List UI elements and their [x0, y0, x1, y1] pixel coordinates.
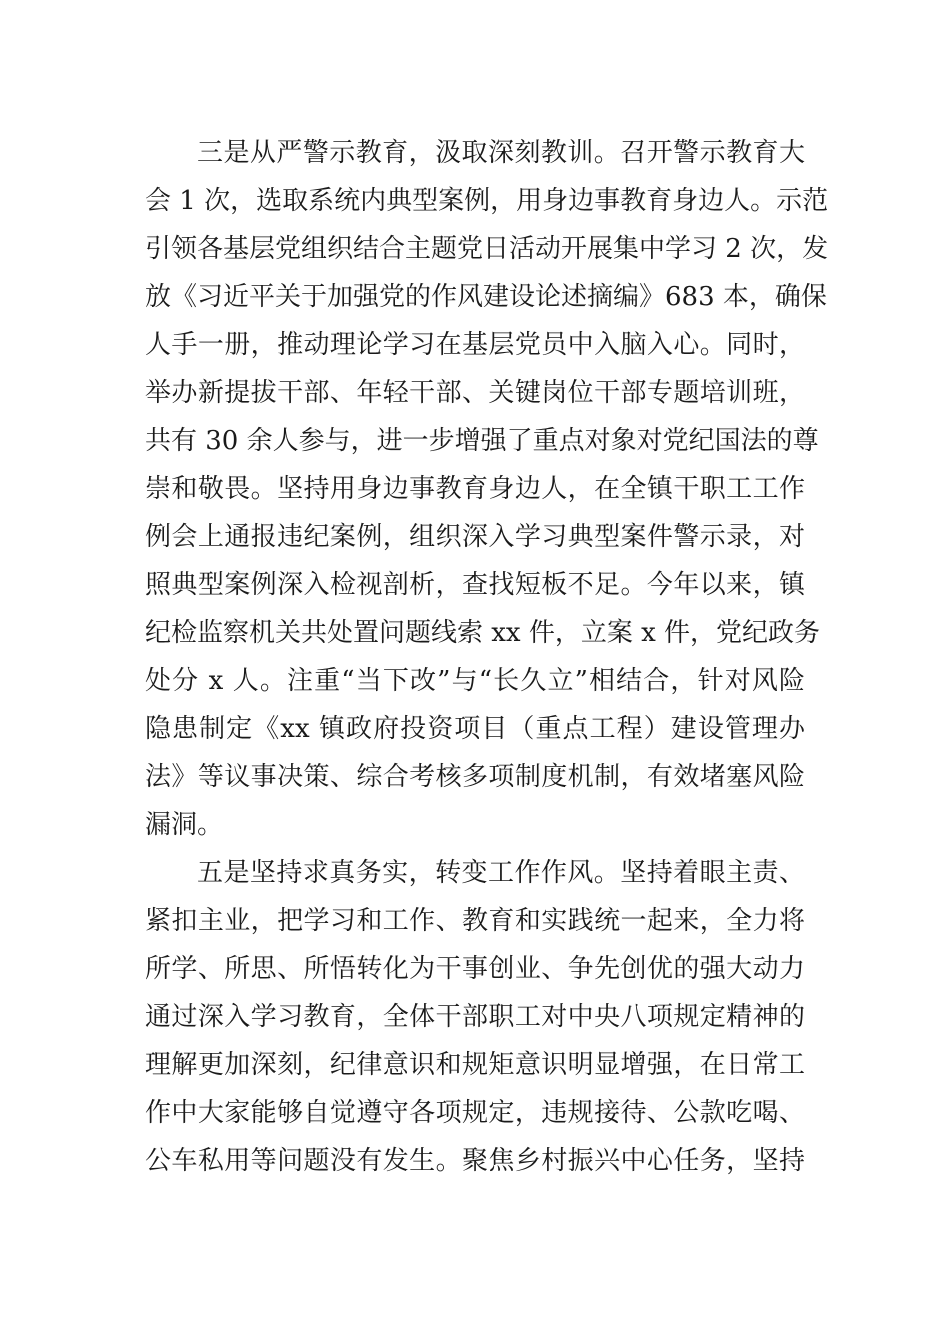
paragraph-3-line-9: 例会上通报违纪案例，组织深入学习典型案件警示录，对	[145, 522, 805, 552]
paragraph-5-line-7: 公车私用等问题没有发生。聚焦乡村振兴中心任务，坚持	[145, 1146, 805, 1176]
paragraph-3-line-12: 处分 x 人。注重“当下改”与“长久立”相结合，针对风险	[145, 666, 805, 696]
paragraph-5-line-2: 紧扣主业，把学习和工作、教育和实践统一起来，全力将	[145, 906, 805, 936]
paragraph-3-line-6: 举办新提拔干部、年轻干部、关键岗位干部专题培训班，	[145, 378, 805, 408]
paragraph-5-line-1: 五是坚持求真务实，转变工作作风。坚持着眼主责、	[197, 858, 805, 888]
paragraph-3-line-5: 人手一册，推动理论学习在基层党员中入脑入心。同时，	[145, 330, 805, 360]
paragraph-5-line-4: 通过深入学习教育，全体干部职工对中央八项规定精神的	[145, 1002, 805, 1032]
paragraph-3-line-14: 法》等议事决策、综合考核多项制度机制，有效堵塞风险	[145, 762, 805, 792]
paragraph-3-line-15: 漏洞。	[145, 810, 224, 840]
paragraph-5-line-3: 所学、所思、所悟转化为干事创业、争先创优的强大动力	[145, 954, 805, 984]
paragraph-5-line-6: 作中大家能够自觉遵守各项规定，违规接待、公款吃喝、	[145, 1098, 805, 1128]
paragraph-3-line-13: 隐患制定《xx 镇政府投资项目（重点工程）建设管理办	[145, 714, 805, 744]
paragraph-3-line-8: 崇和敬畏。坚持用身边事教育身边人，在全镇干职工工作	[145, 474, 805, 504]
paragraph-3-line-3: 引领各基层党组织结合主题党日活动开展集中学习 2 次，发	[145, 234, 829, 264]
paragraph-3-line-7: 共有 30 余人参与，进一步增强了重点对象对党纪国法的尊	[145, 426, 819, 456]
paragraph-3-line-2: 会 1 次，选取系统内典型案例，用身边事教育身边人。示范	[145, 186, 829, 216]
paragraph-3-line-1: 三是从严警示教育，汲取深刻教训。召开警示教育大	[197, 138, 805, 168]
paragraph-3-line-11: 纪检监察机关共处置问题线索 xx 件，立案 x 件，党纪政务	[145, 618, 821, 648]
paragraph-3-line-4: 放《习近平关于加强党的作风建设论述摘编》683 本，确保	[145, 282, 827, 312]
paragraph-3-line-10: 照典型案例深入检视剖析，查找短板不足。今年以来，镇	[145, 570, 805, 600]
paragraph-5-line-5: 理解更加深刻，纪律意识和规矩意识明显增强，在日常工	[145, 1050, 805, 1080]
